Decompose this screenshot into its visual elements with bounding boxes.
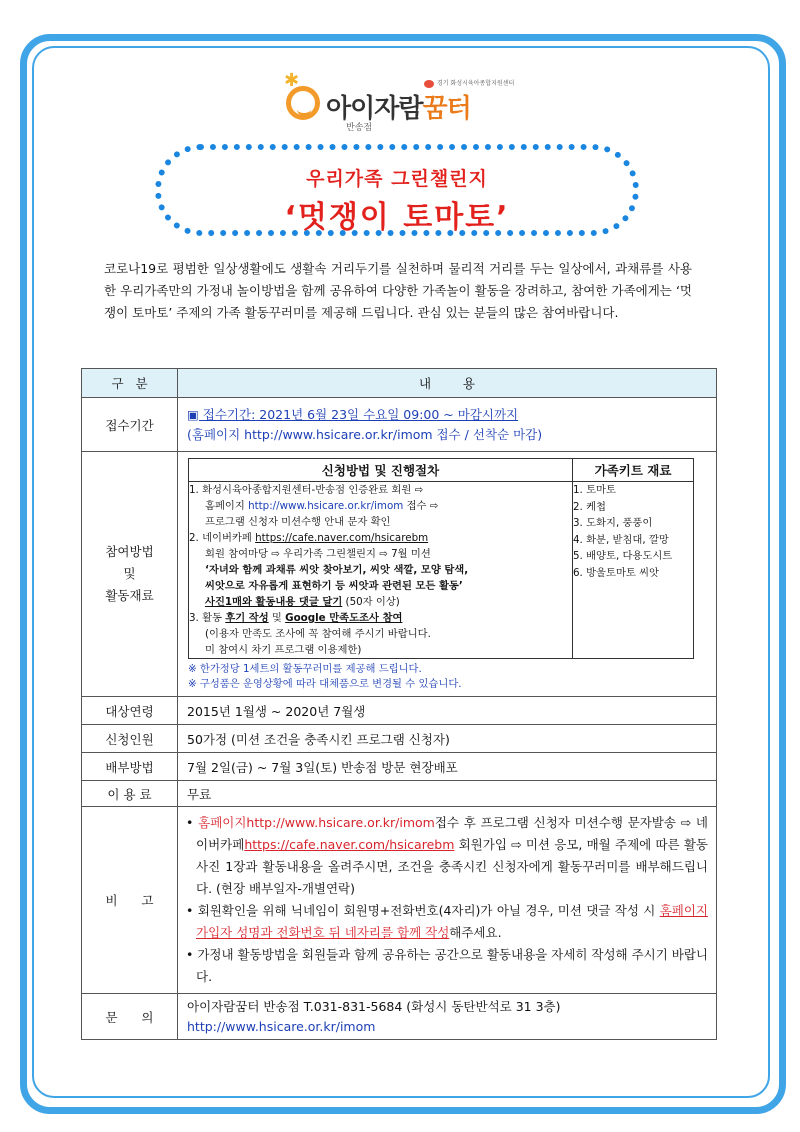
period-content (178, 398, 717, 452)
period-line-1[interactable]: ▣ 접수기간: 2021년 6월 23일 수요일 09:00 ~ 마감시까지 (187, 406, 519, 422)
step-2e-post: (50자 이상) (342, 596, 400, 608)
step-2d: 씨앗으로 자유롭게 표현하기 등 씨앗과 관련된 모든 활동’ (205, 580, 463, 592)
kit-item: 6. 방울토마토 씨앗 (573, 566, 659, 579)
kit-list (573, 482, 694, 659)
contact-link[interactable]: http://www.hsicare.or.kr/imom (187, 1018, 376, 1034)
note-1: ※ 한가정당 1세트의 활동꾸러미를 제공해 드립니다. (188, 663, 422, 675)
table-row-people (82, 725, 717, 753)
contact-line-1: 아이자람꿈터 반송점 T.031-831-5684 (화성시 동탄반석로 31 3층) (187, 998, 561, 1014)
remark-2-text-b: 해주세요. (449, 925, 502, 940)
method-notes (188, 662, 716, 692)
fee-label: 이 용 료 (82, 781, 178, 807)
contact-label: 문 의 (82, 994, 178, 1040)
fee-value: 무료 (178, 781, 717, 807)
intro-paragraph: 코로나19로 평범한 일상생활에도 생활속 거리두기를 실천하며 물리적 거리를 두는 일상에서, 과채류를 사용한 우리가족만의 가정내 놀이방법을 함께 공유하여 다양한 가족놀이 활동을 장려하고, 참여한 가족에게는 ‘멋쟁이 토마토’ 주제의 가족 활동꾸러미를 제공해 드립니다. 관심 있는 분들의 많은 참여바랍니다. (104, 261, 692, 320)
kit-item: 3. 도화지, 풍풍이 (573, 517, 653, 529)
remark-2 (186, 900, 708, 944)
logo-center-text: 경기 화성시육아종합지원센터 (437, 80, 515, 87)
logo-brand-main: 아이자람 (326, 94, 423, 124)
step-3a-review: 후기 작성 (225, 612, 269, 624)
logo-center-name (424, 78, 514, 88)
step-1b-pre: 홈페이지 (205, 500, 249, 512)
header-col-category: 구 분 (82, 369, 178, 398)
table-header-row (82, 369, 717, 398)
age-value: 2015년 1월생 ~ 2020년 7월생 (178, 697, 717, 725)
brand-logo (278, 72, 538, 132)
note-2: ※ 구성품은 운영상황에 따라 대체품으로 변경될 수 있습니다. (188, 678, 462, 690)
step-3a-survey: Google 만족도조사 참여 (285, 612, 403, 624)
method-label-1: 참여방법 (105, 544, 154, 559)
info-table (81, 368, 717, 1040)
method-label (82, 452, 178, 697)
remark-1 (186, 812, 708, 900)
table-row-period (82, 398, 717, 452)
remark-1-text-a: 접수 후 프로그램 신청자 미션수행 문자발송 ⇨ 네이버카페 (196, 815, 708, 852)
remark-homepage-link[interactable]: 홈페이지http://www.hsicare.or.kr/imom (198, 815, 435, 830)
step-2a (189, 530, 572, 546)
step-1b-post: 접수 ⇨ (403, 500, 439, 512)
distribution-value: 7월 2일(금) ~ 7월 3일(토) 반송점 방문 현장배포 (178, 753, 717, 781)
naver-cafe-link[interactable]: https://cafe.naver.com/hsicarebm (255, 532, 429, 544)
table-row-age (82, 697, 717, 725)
table-row-contact (82, 994, 717, 1040)
method-label-2: 및 (123, 566, 136, 581)
remarks-label: 비 고 (82, 807, 178, 994)
title-line-2: ‘멋쟁이 토마토’ (284, 200, 510, 235)
title-box (155, 144, 639, 236)
remark-naver-cafe-link[interactable]: https://cafe.naver.com/hsicarebm (244, 837, 455, 852)
procedure-table (188, 458, 694, 659)
step-2c: ‘자녀와 함께 과채류 씨앗 찾아보기, 씨앗 색깔, 모양 탐색, (205, 564, 469, 576)
logo-branch: 반송점 (346, 123, 373, 133)
center-mark-icon (424, 80, 434, 88)
table-row-method (82, 452, 717, 697)
step-1c: 프로그램 신청자 미션수행 안내 문자 확인 (205, 516, 391, 528)
kit-item: 4. 화분, 받침대, 깔망 (573, 533, 669, 546)
remark-3: • 가정내 활동방법을 회원들과 함께 공유하는 공간으로 활동내용을 자세히 작성해 주시기 바랍니다. (186, 947, 709, 984)
remark-2-text-a: • 회원확인을 위해 닉네임이 회원명+전화번호(4자리)가 아닐 경우, 미션 댓글 작성 시 (186, 903, 660, 918)
step-2e (189, 594, 572, 610)
method-content (178, 452, 717, 697)
step-2b: 회원 참여마당 ⇨ 우리가족 그린챌린지 ⇨ 7월 미션 (205, 548, 431, 560)
remarks-content (178, 807, 717, 994)
kit-item: 5. 배양토, 다용도시트 (573, 550, 673, 562)
period-line-2: (홈페이지 http://www.hsicare.or.kr/imom 접수 / 선착순 마감) (187, 426, 543, 442)
step-3c: 미 참여시 차기 프로그램 이용제한) (205, 644, 362, 656)
step-3b: (이용자 만족도 조사에 꼭 참여해 주시기 바랍니다. (205, 628, 431, 640)
smile-face-icon (286, 86, 320, 120)
remark-1-bullet: • (186, 815, 199, 830)
step-1b (189, 498, 572, 514)
period-label: 접수기간 (82, 398, 178, 452)
kit-item: 1. 토마토 (573, 484, 616, 496)
step-1a: 1. 화성시육아종합지원센터-반송점 인증완료 회원 ⇨ (189, 484, 424, 496)
people-value: 50가정 (미션 조건을 충족시킨 프로그램 신청자) (178, 725, 717, 753)
remark-1-text-b: 회원가입 ⇨ 미션 응모, 매월 주제에 따른 활동사진 1장과 활동내용을 올려주시면, 조건을 충족시킨 신청자에게 활동꾸러미를 배부해드립니다. (현장 배부일자-개별연락) (196, 837, 708, 896)
age-label: 대상연령 (82, 697, 178, 725)
star-icon: ✱ (284, 70, 300, 91)
homepage-link[interactable]: http://www.hsicare.or.kr/imom (248, 500, 404, 512)
step-3a-pre: 3. 활동 (189, 612, 226, 624)
logo-brand-accent: 꿈터 (422, 94, 471, 124)
step-3a-mid: 및 (268, 612, 286, 624)
procedure-header-steps: 신청방법 및 진행절차 (189, 459, 573, 482)
table-row-fee (82, 781, 717, 807)
title-line-1: 우리가족 그린챌린지 (306, 168, 488, 190)
distribution-label: 배부방법 (82, 753, 178, 781)
table-row-distribution (82, 753, 717, 781)
step-3a (189, 610, 572, 626)
procedure-steps (189, 482, 573, 659)
kit-item: 2. 케첩 (573, 500, 606, 513)
header-col-content: 내 용 (178, 369, 717, 398)
step-2a-pre: 2. 네이버카페 (189, 532, 256, 544)
contact-content (178, 994, 717, 1040)
remark-2-emphasis: 홈페이지 가입자 성명과 전화번호 뒤 네자리를 함께 작성 (196, 903, 708, 940)
people-label: 신청인원 (82, 725, 178, 753)
step-2e-emphasis: 사진1매와 활동내용 댓글 달기 (205, 596, 343, 608)
table-row-remarks (82, 807, 717, 994)
method-label-3: 활동재료 (105, 588, 154, 603)
procedure-header-kit: 가족키트 재료 (573, 459, 694, 482)
